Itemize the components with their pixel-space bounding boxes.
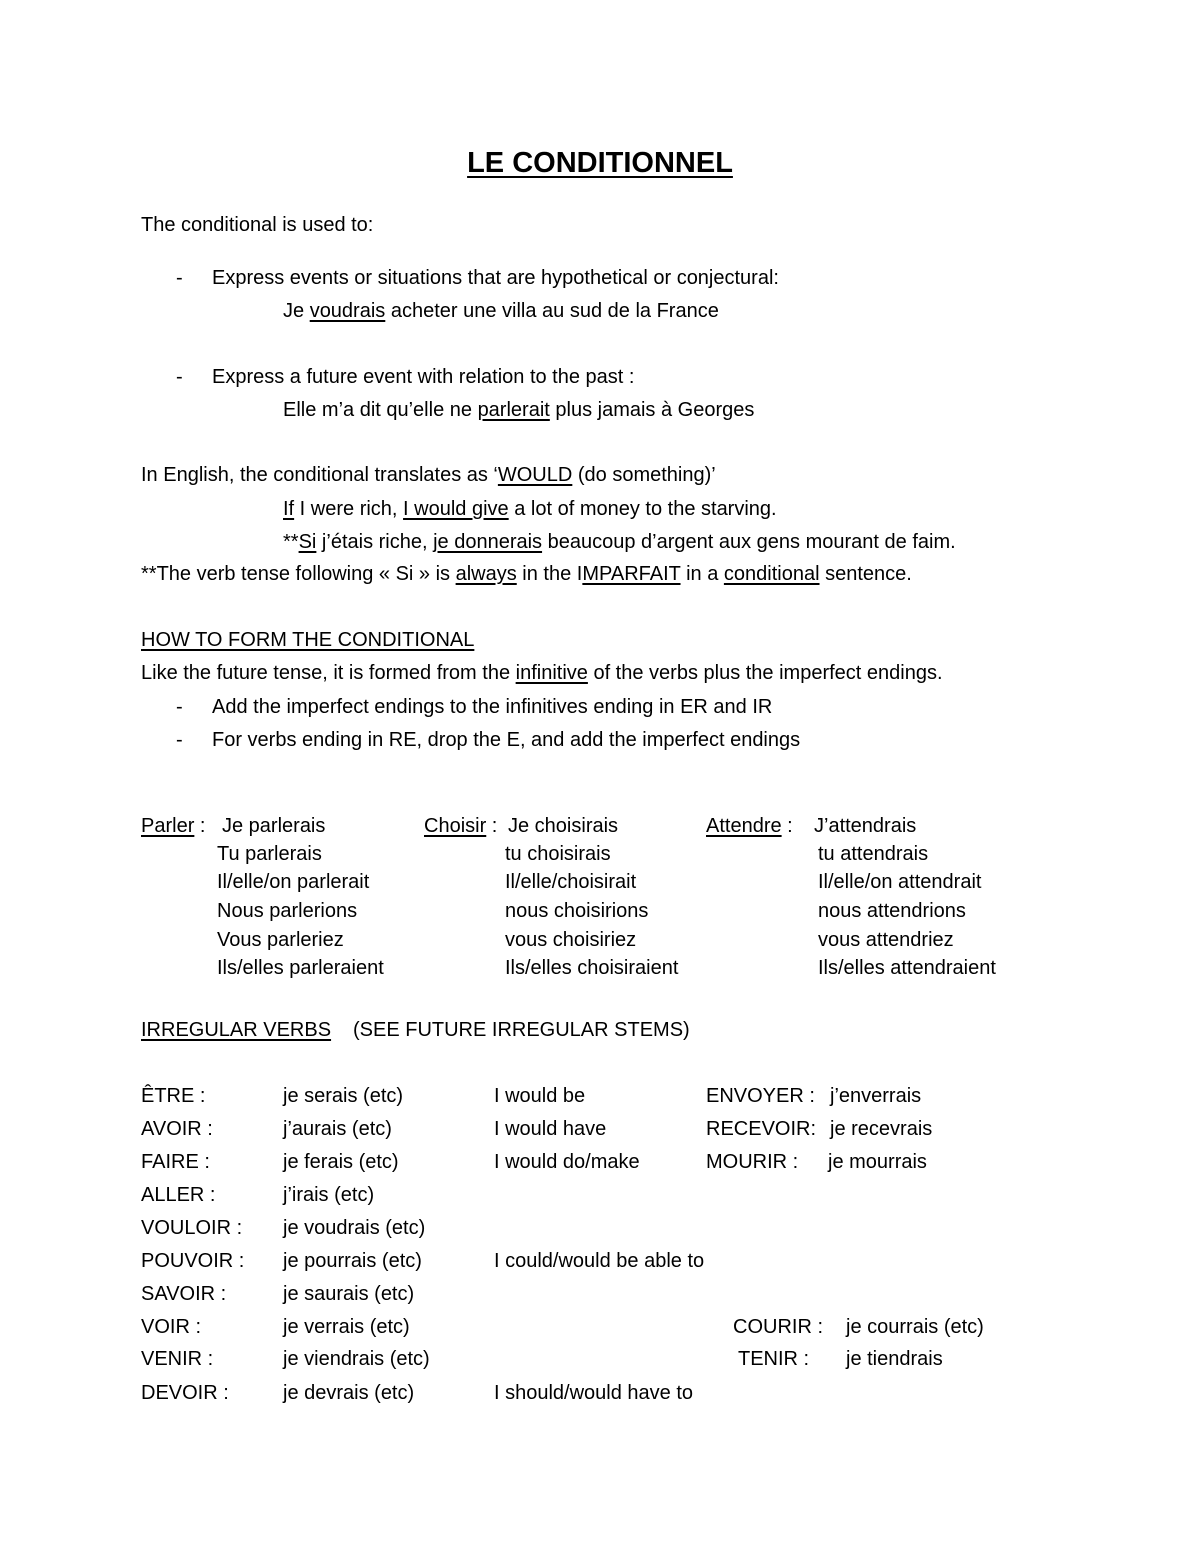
irreg-form: je saurais (etc) xyxy=(283,1283,415,1305)
example-text: plus jamais à Georges xyxy=(549,399,755,421)
note-always: always xyxy=(455,563,517,585)
example-verb: parlerait xyxy=(477,399,550,421)
note-imparfait: MPARFAIT xyxy=(582,563,681,585)
irreg-form: j’irais (etc) xyxy=(283,1184,375,1206)
note-conditional: conditional xyxy=(723,563,820,585)
conj-header-attendre xyxy=(706,816,793,836)
note-text: **The verb tense following « Si » is xyxy=(141,563,456,585)
example-text: a lot of money to the starving. xyxy=(508,498,777,520)
irreg-verb: ÊTRE : xyxy=(141,1085,206,1107)
example-stars: ** xyxy=(283,531,299,553)
irreg-form: je devrais (etc) xyxy=(283,1382,415,1404)
conj-verb: Choisir xyxy=(424,815,487,837)
irreg-verb: POUVOIR : xyxy=(141,1250,245,1272)
use-bullet: - xyxy=(176,366,183,388)
irreg-verb: AVOIR : xyxy=(141,1118,213,1140)
conj-form: nous choisirions xyxy=(505,900,649,922)
english-example xyxy=(283,499,777,519)
irreg-verb-2: COURIR : xyxy=(733,1316,823,1338)
conj-form: Ils/elles attendraient xyxy=(818,957,996,979)
english-text: In English, the conditional translates as ‘ xyxy=(141,464,498,486)
conj-form: tu choisirais xyxy=(505,843,611,865)
irreg-verb: VOULOIR : xyxy=(141,1217,243,1239)
irreg-verb-2: ENVOYER : xyxy=(706,1085,815,1107)
irreg-meaning: I would have xyxy=(494,1118,607,1140)
irreg-meaning: I would do/make xyxy=(494,1151,640,1173)
how-bullet-text: For verbs ending in RE, drop the E, and add the imperfect endings xyxy=(212,729,801,751)
conj-form: Il/elle/choisirait xyxy=(505,871,637,893)
conj-form: Ils/elles choisiraient xyxy=(505,957,679,979)
irreg-meaning: I would be xyxy=(494,1085,586,1107)
conj-form: vous choisiriez xyxy=(505,929,637,951)
example-would-give: I would give xyxy=(403,498,509,520)
irreg-verb: VOIR : xyxy=(141,1316,202,1338)
example-text: beaucoup d’argent aux gens mourant de faim. xyxy=(542,531,956,553)
conj-form: Il/elle/on parlerait xyxy=(217,871,370,893)
irreg-meaning: I could/would be able to xyxy=(494,1250,705,1272)
conj-form: Tu parlerais xyxy=(217,843,322,865)
how-line xyxy=(141,663,943,683)
use-text: Express a future event with relation to the past : xyxy=(212,366,635,388)
how-infinitive: infinitive xyxy=(515,662,588,684)
conj-form: vous attendriez xyxy=(818,929,954,951)
example-text: j’étais riche, xyxy=(316,531,434,553)
irreg-form: je pourrais (etc) xyxy=(283,1250,422,1272)
use-text: Express events or situations that are hypothetical or conjectural: xyxy=(212,267,779,289)
conj-form: Je parlerais xyxy=(222,815,326,837)
irreg-form: je ferais (etc) xyxy=(283,1151,399,1173)
how-text: of the verbs plus the imperfect endings. xyxy=(587,662,943,684)
irreg-form-2: je mourrais xyxy=(828,1151,927,1173)
example-si: Si xyxy=(298,531,317,553)
irreg-verb-2: TENIR : xyxy=(738,1348,810,1370)
irreg-verb: ALLER : xyxy=(141,1184,216,1206)
irreg-verb: FAIRE : xyxy=(141,1151,210,1173)
irreg-meaning: I should/would have to xyxy=(494,1382,694,1404)
example-verb: voudrais xyxy=(309,300,386,322)
irreg-form-2: je tiendrais xyxy=(846,1348,943,1370)
conj-form: Vous parleriez xyxy=(217,929,344,951)
irreg-verb-2: RECEVOIR: xyxy=(706,1118,817,1140)
how-bullet: - xyxy=(176,696,183,718)
irregular-heading: IRREGULAR VERBS xyxy=(141,1019,332,1041)
irreg-verb: SAVOIR : xyxy=(141,1283,227,1305)
how-bullet-text: Add the imperfect endings to the infinitives ending in ER and IR xyxy=(212,696,773,718)
irreg-verb-2: MOURIR : xyxy=(706,1151,799,1173)
conj-form: Ils/elles parleraient xyxy=(217,957,384,979)
irreg-verb: DEVOIR : xyxy=(141,1382,229,1404)
use-example xyxy=(283,400,754,420)
use-bullet: - xyxy=(176,267,183,289)
conj-sep: : xyxy=(486,815,498,837)
irreg-form: je viendrais (etc) xyxy=(283,1348,430,1370)
conj-sep: : xyxy=(194,815,206,837)
irreg-form: je verrais (etc) xyxy=(283,1316,410,1338)
irreg-form-2: je courrais (etc) xyxy=(846,1316,984,1338)
french-example xyxy=(283,532,956,552)
irregular-note: (SEE FUTURE IRREGULAR STEMS) xyxy=(353,1019,690,1041)
page-title: LE CONDITIONNEL xyxy=(467,147,733,179)
conj-form: Je choisirais xyxy=(508,815,619,837)
example-text: Je xyxy=(283,300,310,322)
irreg-form: j’aurais (etc) xyxy=(283,1118,392,1140)
how-heading: HOW TO FORM THE CONDITIONAL xyxy=(141,629,475,651)
conj-form: Nous parlerions xyxy=(217,900,358,922)
irreg-form-2: je recevrais xyxy=(830,1118,933,1140)
si-note xyxy=(141,564,912,584)
how-bullet: - xyxy=(176,729,183,751)
note-text: in the I xyxy=(516,563,583,585)
conj-sep: : xyxy=(781,815,793,837)
conj-verb: Parler xyxy=(141,815,195,837)
note-text: in a xyxy=(680,563,724,585)
note-text: sentence. xyxy=(819,563,912,585)
english-text: (do something)’ xyxy=(572,464,716,486)
conj-verb: Attendre xyxy=(706,815,782,837)
english-would: WOULD xyxy=(497,464,573,486)
example-text: I were rich, xyxy=(294,498,404,520)
conj-form: Il/elle/on attendrait xyxy=(818,871,982,893)
irreg-form: je voudrais (etc) xyxy=(283,1217,426,1239)
how-text: Like the future tense, it is formed from the xyxy=(141,662,516,684)
example-text: Elle m’a dit qu’elle ne xyxy=(283,399,478,421)
irreg-verb: VENIR : xyxy=(141,1348,214,1370)
conj-form: tu attendrais xyxy=(818,843,929,865)
english-line xyxy=(141,465,716,485)
irreg-form-2: j’enverrais xyxy=(830,1085,922,1107)
irreg-form: je serais (etc) xyxy=(283,1085,404,1107)
conj-header-choisir xyxy=(424,816,497,836)
conj-form: J’attendrais xyxy=(814,815,917,837)
conj-header-parler xyxy=(141,816,205,836)
example-verb: je donnerais xyxy=(433,531,543,553)
example-if: If xyxy=(283,498,295,520)
example-text: acheter une villa au sud de la France xyxy=(385,300,719,322)
use-example xyxy=(283,301,719,321)
conj-form: nous attendrions xyxy=(818,900,966,922)
intro-text: The conditional is used to: xyxy=(141,214,374,236)
